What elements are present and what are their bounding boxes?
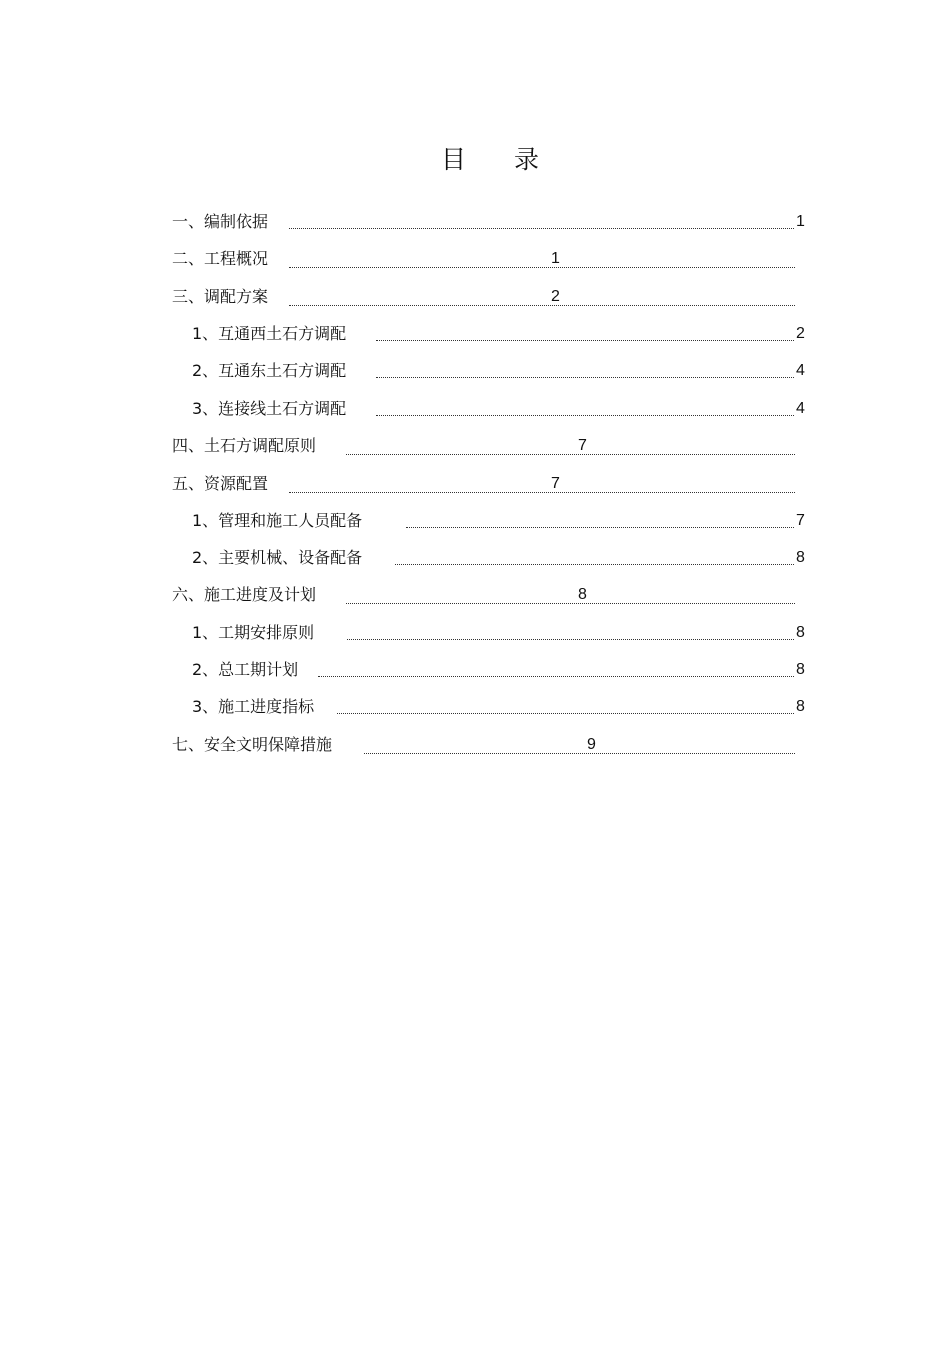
toc-entry-label: 3、连接线土石方调配 [192, 399, 347, 418]
title-char-2: 录 [514, 145, 540, 174]
toc-leader [376, 415, 794, 416]
toc-entry-label: 七、安全文明保障措施 [172, 735, 333, 754]
toc-entry-page: 8 [796, 624, 805, 641]
toc-entry[interactable] [0, 582, 950, 608]
toc-entry-page: 1 [796, 213, 805, 230]
toc-entry-label: 三、调配方案 [172, 287, 269, 306]
toc-entry-label: 3、施工进度指标 [192, 697, 315, 716]
toc-entry[interactable] [0, 508, 950, 534]
toc-leader [376, 340, 794, 341]
toc-leader [406, 527, 794, 528]
toc-entry-page: 9 [587, 736, 596, 753]
toc-entry[interactable] [0, 471, 950, 497]
toc-entry[interactable] [0, 246, 950, 272]
toc-entry[interactable] [0, 358, 950, 384]
toc-entry[interactable] [0, 321, 950, 347]
toc-entry-page: 8 [796, 549, 805, 566]
toc-leader [289, 267, 795, 268]
toc-entry-page: 2 [796, 325, 805, 342]
toc-entry[interactable] [0, 545, 950, 571]
toc-entry-label: 1、工期安排原则 [192, 623, 315, 642]
toc-entry-page: 7 [551, 475, 560, 492]
toc-entry-page: 8 [796, 661, 805, 678]
toc-entry-label: 一、编制依据 [172, 212, 269, 231]
toc-entry-label: 2、总工期计划 [192, 660, 299, 679]
toc-entry[interactable] [0, 657, 950, 683]
toc-entry-label: 四、土石方调配原则 [172, 436, 317, 455]
toc-leader [337, 713, 794, 714]
toc-entry[interactable] [0, 732, 950, 758]
title-char-1: 目 [440, 145, 466, 174]
toc-entry[interactable] [0, 433, 950, 459]
toc-entry-label: 五、资源配置 [172, 474, 269, 493]
toc-leader [289, 228, 794, 229]
toc-leader [346, 454, 795, 455]
page-title [0, 142, 950, 178]
toc-entry-label: 六、施工进度及计划 [172, 585, 317, 604]
toc-entry-label: 2、互通东土石方调配 [192, 361, 347, 380]
toc-entry-page: 8 [796, 698, 805, 715]
toc-entry-page: 8 [578, 586, 587, 603]
toc-entry-label: 2、主要机械、设备配备 [192, 548, 363, 567]
toc-entry[interactable] [0, 396, 950, 422]
toc-leader [376, 377, 794, 378]
toc-leader [289, 305, 795, 306]
toc-leader [318, 676, 794, 677]
toc-entry-page: 4 [796, 362, 805, 379]
toc-leader [346, 603, 795, 604]
toc-entry-label: 二、工程概况 [172, 249, 269, 268]
toc-entry[interactable] [0, 694, 950, 720]
toc-entry-label: 1、互通西土石方调配 [192, 324, 347, 343]
toc-leader [289, 492, 795, 493]
toc-entry[interactable] [0, 209, 950, 235]
toc-entry-page: 7 [578, 437, 587, 454]
toc-entry-page: 7 [796, 512, 805, 529]
toc-leader [395, 564, 794, 565]
toc-entry-page: 4 [796, 400, 805, 417]
toc-entry-page: 2 [551, 288, 560, 305]
toc-entry[interactable] [0, 620, 950, 646]
toc-leader [364, 753, 795, 754]
toc-entry[interactable] [0, 284, 950, 310]
toc-entry-label: 1、管理和施工人员配备 [192, 511, 363, 530]
toc-leader [347, 639, 794, 640]
toc-entry-page: 1 [551, 250, 560, 267]
